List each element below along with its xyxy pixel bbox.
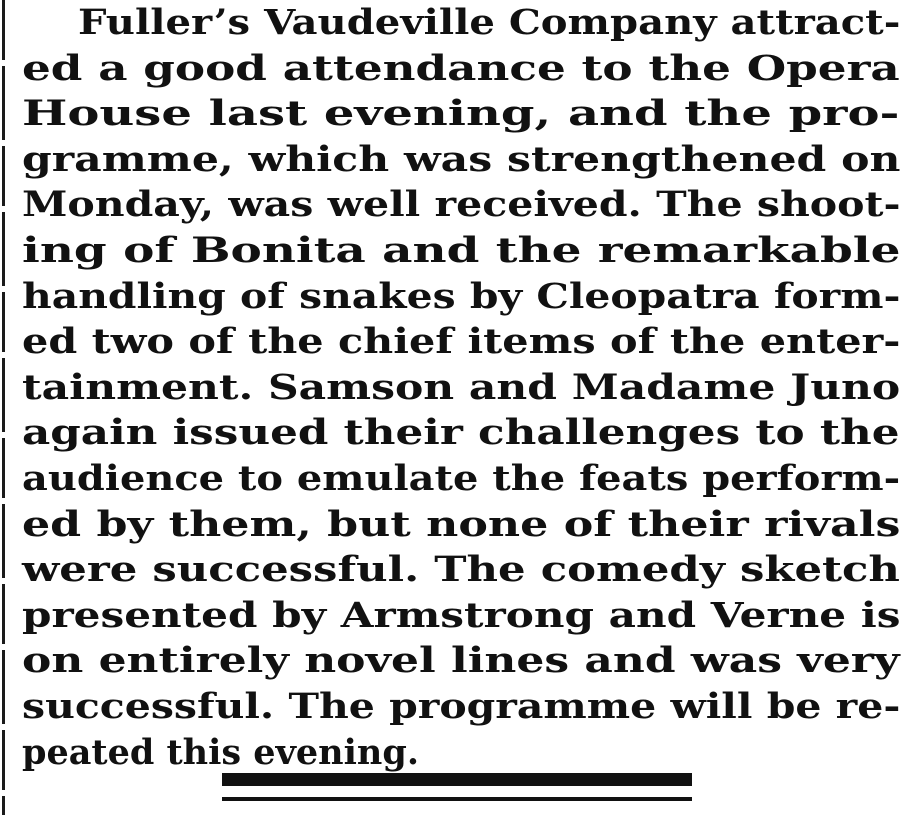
article-line: were successful. The comedy sketch (22, 549, 900, 591)
article-paragraph (22, 0, 900, 775)
article-line: on entirely novel lines and was very (22, 640, 900, 682)
article-line: Monday, was well received. The shoot- (22, 184, 901, 226)
article-line: ed a good attendance to the Opera (22, 47, 900, 89)
article-line: tainment. Samson and Madame Juno (22, 366, 901, 408)
article-line: audience to emulate the feats perform- (22, 457, 901, 499)
separator-rule-thin (222, 797, 692, 801)
article-line: presented by Armstrong and Verne is (22, 594, 901, 636)
article-line: ed by them, but none of their rivals (22, 503, 901, 545)
article-line-last: peated this evening. (22, 731, 420, 773)
article-line: House last evening, and the pro- (22, 93, 900, 135)
article-line: handling of snakes by Cleopatra form- (22, 275, 901, 317)
article-line: ed two of the chief items of the enter- (22, 321, 901, 363)
article-line: again issued their challenges to the (22, 412, 900, 454)
article-line: ing of Bonita and the remarkable (22, 229, 901, 271)
column-rule (2, 0, 5, 815)
separator-rule-thick (222, 773, 692, 786)
article-line: successful. The programme will be re- (22, 685, 901, 727)
article-line: gramme, which was strengthened on (22, 138, 901, 180)
article-line: Fuller’s Vaudeville Company attract- (78, 2, 901, 43)
